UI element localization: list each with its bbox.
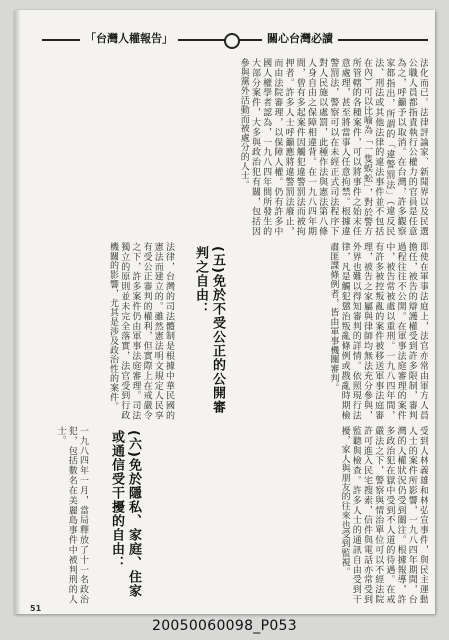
text-band-bottom xyxy=(42,426,428,604)
header-circle-ornament xyxy=(224,33,240,49)
band-bottom-right-text: 受到人林義雄和林弘宣事件，與民主運動人士的案件所影響，一九八四年期間，台灣的人權狀況仍受到關注。根據報導，許多政治犯在獄中受到不人道的待遇。在戒嚴法之下，警察與情治單位可以不經法院許可進入民宅搜索，信件與電話亦常受到監聽與檢查。許多人士的通訊自由受到干擾，家人與朋友的往來也受到監視。 xyxy=(339,426,428,604)
section-heading-privacy: (六)免於隱私、家庭、住家或通信受干擾的自由： xyxy=(109,430,141,598)
band-middle-left-text: 法律，台灣的司法體制是根據中華民國的憲法而建立的。雖然憲法明文規定人民享有受公正審判的權利，但實際上在戒嚴令之下，許多案件仍由軍事法庭審理。司法獨立的原則並未完全落實，法官受到行政機關的影響，尤其是涉及政治性的案件。 xyxy=(107,242,174,420)
page-number: 51 xyxy=(30,604,42,613)
band-top-text: 法化而已。法律評論家、新聞界以及民選公職人員都指責執行公權力的官員是任意為之，呼籲予以取消。在台灣，許多觀察家都指出，所謂的「違警罰法」（違反民法、刑法或其他法律的違法事件並不包括在內）可以比喻為「一隻蜈蚣」，對於警方所管轄的各種案件，可以將事件之始末任意處理，甚至將當事人任意拘禁。根據違警罰法，警察可以在未經正式司法程序下對人民施以處罰，此種作法與憲法第八條人身自由之保障相違背。在一九八四年期間，曾有多起案件因觸犯違警罰法而被拘押者。許多人士呼籲應將違警罰法廢止，而由法院審理，以保障人權。仍有許多中國人權學者認為，一九八四年間所發生的大部分案件，大多與政治犯有關，包括因參與黨外活動而被處分的人士。 xyxy=(238,58,428,236)
magazine-page xyxy=(14,10,435,614)
band-bottom-left-text: 一九八四年一月，當局釋放了十一名政治犯，包括數名在美麗島事件中被判刑的人士。 xyxy=(55,426,88,604)
text-band-middle xyxy=(42,242,428,420)
archive-caption: 20050060098_P053 xyxy=(152,618,297,634)
band-middle-right-text: 即使在軍事法庭上，法官亦常由軍方人員擔任，被告的辯護權受到許多限制，審判過程往往不公開。在軍事法庭審理的案件中，被告常被處以重刑。一九八四年間，有許多被控叛亂的案件被移送軍事法庭審理，被告之家屬與律師均無法充分參與，外界也難以得知審判的詳情。依照現行法律，凡是觸犯懲治叛亂條例或戡亂時期檢肅匪諜條例者，皆由軍事機關審判。 xyxy=(328,242,428,420)
page-header xyxy=(42,30,428,50)
article-body xyxy=(42,58,428,602)
page-spine-shadow xyxy=(14,10,20,614)
header-left-title: 「台灣人權報告」 xyxy=(80,30,178,48)
section-heading-fair-trial: (五)免於不受公正的公開審判之自由： xyxy=(193,246,225,414)
text-band-top xyxy=(42,58,428,236)
header-right-title: 關心台灣必讀 xyxy=(262,30,338,48)
